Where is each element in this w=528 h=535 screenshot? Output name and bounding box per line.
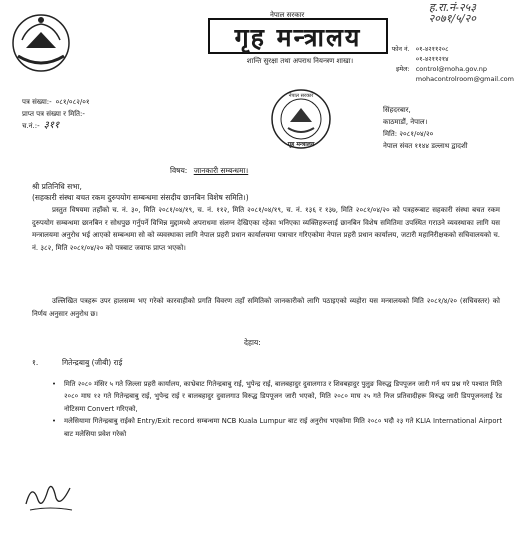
- office-place: काठमाडौं, नेपाल।: [383, 118, 428, 126]
- contact-block: [384, 44, 514, 84]
- contact-row: इमेल: control@moha.gov.np: [396, 65, 487, 73]
- contact-row: mohacontrolroom@gmail.com: [415, 75, 514, 83]
- received-reference: प्राप्त पत्र संख्या र मिति:-: [22, 110, 85, 118]
- reference-block: [22, 96, 90, 132]
- addressee-block: [32, 181, 502, 203]
- list-item: • मिति २०८० मंसिर ५ गते जिल्ला प्रहरी कार्यालय, काभ्रेबाट गितेन्द्रबाबु राई, भुपेन्द्र राई, बालबहादुर दुवालगाउ र शिवबहादुर पुलुङ विरुद्ध डिपपूजन जारी गर्न थप प्रश्न गरे पश्चात मिति २०८० माघ १२ गते गितेन्द्रबाबु राई, भुपेन्द्र राई र बालबहादुर दुवालगाउ विरुद्ध डिपपूजन जारी भएको, मिति २०८० माघ २५ गते निज प्रतिवादीहरू विरुद्ध जारी डिपपूजनलाई रेड नोटिसमा Convert गरिएको,: [52, 378, 502, 415]
- government-name: नेपाल सरकार: [270, 11, 305, 19]
- bullet-icon: •: [52, 380, 57, 388]
- body-paragraph-2: उल्लिखित पत्रहरू उपर हालसम्म भए गरेको कारवाहीको प्रगति विवरण तहाँ समितिको जानकारीको लागि पठाइएको व्यहोरा यस मन्त्रालयको मिति २०८१/४/२० (सचिवस्तर) को निर्णय अनुसार अनुरोध छ।: [32, 297, 500, 318]
- addressee-committee: (सहकारी संस्था बचत रकम दुरुपयोग सम्बन्धमा संसदीय छानबिन विशेष समिति।): [32, 193, 249, 202]
- item-number: १.: [32, 358, 39, 367]
- signature-icon: [22, 476, 78, 516]
- handwritten-note: [429, 2, 476, 24]
- details-list: [52, 378, 502, 440]
- subject-line: विषय: जानकारी सम्बन्धमा।: [170, 166, 249, 175]
- office-name: सिंहदरबार,: [383, 106, 411, 114]
- seal-bottom-text: गृह मन्त्रालय: [287, 141, 315, 148]
- seal-top-text: नेपाल सरकार: [288, 93, 314, 99]
- office-address-block: [383, 104, 468, 152]
- branch-name: शान्ति सुरक्षा तथा अपराध नियन्त्रण शाखा।: [246, 57, 354, 65]
- letter-date: मिति: २०८१/०४/२०: [383, 130, 434, 138]
- handwritten-date: २०७१/५/२०: [428, 12, 476, 25]
- list-item: • मलेसियामा गितेन्द्रबाबु राईको Entry/Exit record सम्बन्धमा NCB Kuala Lumpur बाट राई अनुरोध भएकोमा मिति २०८० भदौ २३ गते KLIA International Airport बाट मलेसिया प्रवेश गरेको: [52, 415, 502, 440]
- body-paragraph-1: प्रस्तुत विषयमा तहाँको च. नं. ३०, मिति २०८१/०४/१९, च. नं. ११२, मिति २०८१/०४/१९, च. नं. १३६ र १३७, मिति २०८१/०४/२० को पत्रहरूबाट सहकारी संस्था बचत रकम दुरुपयोग सम्बन्धमा छानबिन र सोधपुछ गर्नुपर्ने विभिन्न मुद्दामध्ये अपराधमा संलग्न देखिएका रहेका भनिएका व्यक्तिहरूलाई छानबिन विशेष समितिमा उपस्थित गराउने व्यवस्थाका लागि यस मन्त्रालयमा अनुरोध भई आएको सम्बन्धमा सो को व्यवस्थाका लागि नेपाल प्रहरी प्रधान कार्यालयमा पत्राचार गरिएकोमा नेपाल प्रहरी प्रधान कार्यालय, जटारी महानिरीक्षकको सचिवालयको च. नं. ३८२, मिति २०८१/०४/२० को पत्रबाट जवाफ प्राप्त भएको।: [32, 206, 500, 252]
- item-title: गितेन्द्रबाबु (जीबी) राई: [62, 358, 123, 367]
- nepal-emblem-icon: [8, 10, 74, 76]
- addressee-name: श्री प्रतिनिधि सभा,: [32, 182, 82, 191]
- dispatch-number: च.नं.:- ३११: [22, 120, 60, 131]
- contact-row: फोन नं. ०१-४२११२०८: [391, 45, 449, 53]
- ministry-title: गृह मन्त्रालय: [208, 18, 388, 54]
- contact-row: ०१-४२११२१४: [415, 55, 449, 63]
- ministry-seal-icon: [270, 88, 332, 150]
- file-number: पत्र संख्या:- ०८१/०८२/०१: [22, 98, 90, 106]
- nepal-sambat-date: नेपाल संवत ११४४ डल्लाथ द्वादशी: [383, 142, 468, 150]
- handwritten-number: ह.रा.नं-२५३: [428, 1, 476, 14]
- bullet-icon: •: [52, 417, 57, 426]
- details-heading: देहाय:: [244, 338, 261, 347]
